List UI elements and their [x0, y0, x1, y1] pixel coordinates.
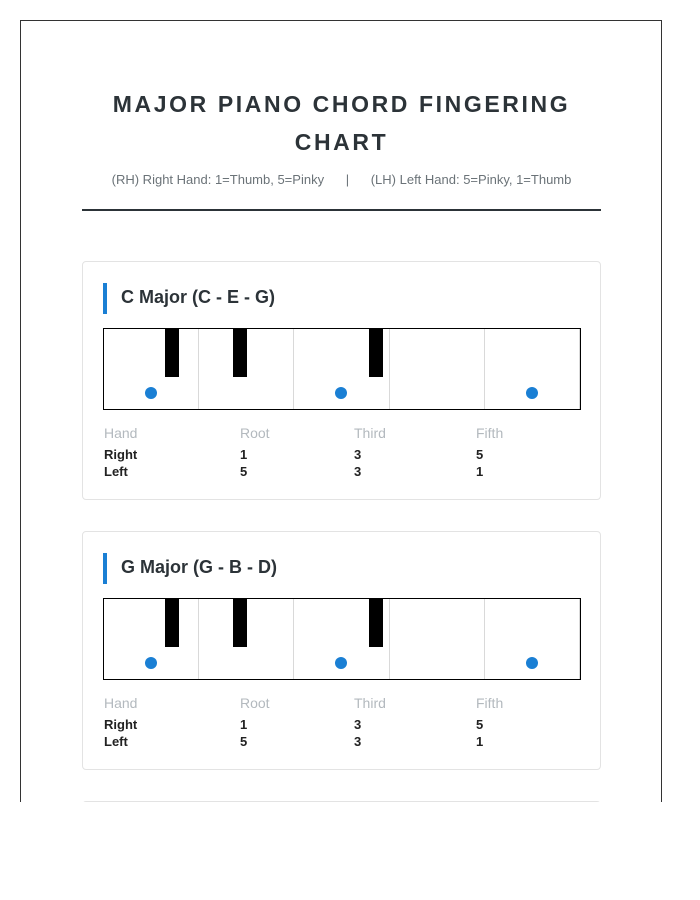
- root-finger: 5: [240, 734, 248, 749]
- header-divider: [82, 209, 601, 211]
- black-key: [165, 599, 179, 647]
- third-finger: 3: [354, 464, 362, 479]
- table-row-left: [104, 733, 584, 750]
- chart-page: [20, 20, 662, 802]
- black-key: [369, 329, 383, 377]
- table-row-left: [104, 463, 584, 480]
- third-finger: 3: [354, 447, 362, 462]
- page-title: MAJOR PIANO CHORD FINGERING CHART: [112, 91, 571, 155]
- table-header: [104, 695, 584, 716]
- col-fifth: Fifth: [476, 425, 504, 441]
- page-header: [82, 85, 601, 188]
- table-row-right: [104, 716, 584, 733]
- fingering-table: [104, 425, 584, 480]
- root-finger: 1: [240, 717, 248, 732]
- col-hand: Hand: [104, 425, 138, 441]
- finger-dot-third: [335, 387, 347, 399]
- root-finger: 1: [240, 447, 248, 462]
- piano-keyboard: [103, 598, 581, 680]
- piano-keyboard: [103, 328, 581, 410]
- fifth-finger: 5: [476, 447, 484, 462]
- finger-dot-root: [145, 657, 157, 669]
- right-hand-legend: (RH) Right Hand: 1=Thumb, 5=Pinky: [111, 172, 325, 187]
- legend-separator: |: [345, 172, 350, 187]
- col-root: Root: [240, 425, 270, 441]
- third-finger: 3: [354, 734, 362, 749]
- chord-card-clipped: [82, 801, 601, 802]
- hand-label: Right: [104, 717, 138, 732]
- chord-title: G Major (G - B - D): [103, 553, 277, 584]
- left-hand-legend: (LH) Left Hand: 5=Pinky, 1=Thumb: [370, 172, 572, 187]
- table-row-right: [104, 446, 584, 463]
- finger-dot-fifth: [526, 657, 538, 669]
- chord-card-c-major: [82, 261, 601, 500]
- col-root: Root: [240, 695, 270, 711]
- finger-dot-root: [145, 387, 157, 399]
- black-key: [233, 599, 247, 647]
- chord-card-g-major: [82, 531, 601, 770]
- root-finger: 5: [240, 464, 248, 479]
- col-hand: Hand: [104, 695, 138, 711]
- chord-title: C Major (C - E - G): [103, 283, 275, 314]
- fifth-finger: 1: [476, 464, 484, 479]
- col-third: Third: [354, 695, 386, 711]
- black-key: [233, 329, 247, 377]
- col-fifth: Fifth: [476, 695, 504, 711]
- white-key: [390, 599, 485, 679]
- white-key: [390, 329, 485, 409]
- fifth-finger: 1: [476, 734, 484, 749]
- col-third: Third: [354, 425, 386, 441]
- black-key: [165, 329, 179, 377]
- finger-dot-fifth: [526, 387, 538, 399]
- third-finger: 3: [354, 717, 362, 732]
- hand-label: Right: [104, 447, 138, 462]
- fingering-table: [104, 695, 584, 750]
- hand-legend: [82, 172, 601, 188]
- table-header: [104, 425, 584, 446]
- finger-dot-third: [335, 657, 347, 669]
- hand-label: Left: [104, 734, 128, 749]
- hand-label: Left: [104, 464, 128, 479]
- black-key: [369, 599, 383, 647]
- fifth-finger: 5: [476, 717, 484, 732]
